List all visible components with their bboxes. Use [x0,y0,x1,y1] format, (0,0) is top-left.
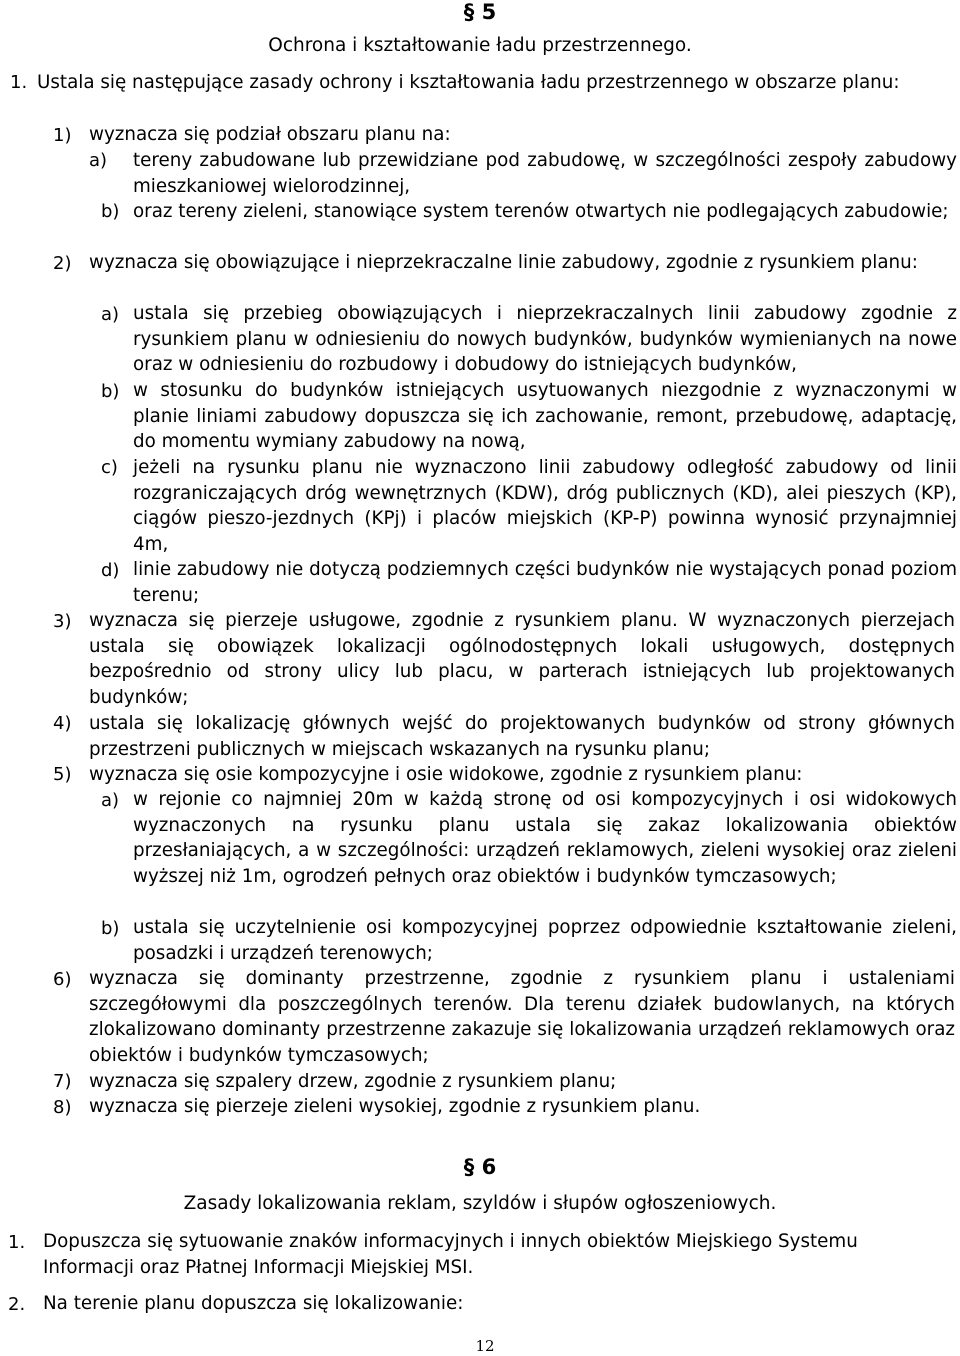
page-number: 12 [475,1337,495,1355]
section-6-heading: § 6 [463,1155,497,1179]
paragraph-number: 1. [8,1232,26,1253]
item-number: 1) [53,125,72,146]
subitem-text: linie zabudowy nie dotyczą podziemnych części budynków nie wystających ponad poziom terenu; [133,559,957,606]
subitem-letter: b) [101,381,120,402]
item-text: wyznacza się podział obszaru planu na: [89,124,451,145]
subitem-text: tereny zabudowane lub przewidziane pod zabudowę, w szczególności zespoły zabudowy mieszkaniowej wielorodzinnej, [133,150,957,197]
subitem-text: w stosunku do budynków istniejących usytuowanych niezgodnie z wyznaczonymi w planie liniami zabudowy dopuszcza się ich zachowanie, remont, przebudowę, adaptację, do momentu wymiany zabudowy na nową, [133,380,957,453]
item-text: wyznacza się dominanty przestrzenne, zgodnie z rysunkiem planu i ustaleniami szczegółowymi dla poszczególnych terenów. Dla terenu działek budowlanych, na których zlokalizowano dominanty przestrzenne zakazuje się lokalizowania urządzeń reklamowych oraz obiektów i budynków tymczasowych; [89,968,955,1066]
subitem-letter: b) [101,201,120,222]
section-5-heading: § 5 [463,0,497,24]
section-5-title: Ochrona i kształtowanie ładu przestrzennego. [268,35,692,56]
item-number: 2) [53,253,72,274]
item-number: 8) [53,1097,72,1118]
paragraph-2-text: Na terenie planu dopuszcza się lokalizowanie: [43,1293,464,1314]
item-number: 7) [53,1071,72,1092]
item-text: wyznacza się pierzeje usługowe, zgodnie z rysunkiem planu. W wyznaczonych pierzejach ustala się obowiązek lokalizacji ogólnodostępnych lokali usługowych, dostępnych bezpośrednio od strony ulicy lub placu, w parterach istniejących lub projektowanych budynków; [89,610,955,708]
subitem-letter: a) [101,790,120,811]
paragraph-1-text: Dopuszcza się sytuowanie znaków informacyjnych i innych obiektów Miejskiego Systemu Informacji oraz Płatnej Informacji Miejskiej MSI. [43,1231,858,1278]
item-text: wyznacza się pierzeje zieleni wysokiej, zgodnie z rysunkiem planu. [89,1096,701,1117]
subitem-text: jeżeli na rysunku planu nie wyznaczono linii zabudowy odległość zabudowy od linii rozgraniczających dróg wewnętrznych (KDW), dróg publicznych (KD), alei pieszych (KP), ciągów pieszo-jezdnych (KPj) i placów miejskich (KP-P) powinna wynosić przynajmniej 4m, [133,457,957,555]
subitem-letter: a) [101,304,120,325]
item-number: 3) [53,611,72,632]
subitem-text: ustala się uczytelnienie osi kompozycyjnej poprzez odpowiednie kształtowanie zieleni, posadzki i urządzeń terenowych; [133,917,957,964]
item-number: 5) [53,764,72,785]
item-text: wyznacza się szpalery drzew, zgodnie z rysunkiem planu; [89,1071,617,1092]
subitem-text: ustala się przebieg obowiązujących i nieprzekraczalnych linii zabudowy zgodnie z rysunkiem planu w odniesieniu do nowych budynków, budynków wymienianych na nowe oraz w odniesieniu do rozbudowy i dobudowy do istniejących budynków, [133,303,957,376]
item-number: 6) [53,969,72,990]
subitem-text: w rejonie co najmniej 20m w każdą stronę od osi kompozycyjnych i osi widokowych wyznaczonych na rysunku planu ustala się zakaz lokalizowania obiektów przesłaniających, a w szczególności: urządzeń reklamowych, zieleni wysokiej oraz zieleni wyższej niż 1m, ogrodzeń pełnych oraz obiektów i budynków tymczasowych; [133,789,957,887]
paragraph-number: 1. [10,72,28,93]
paragraph-1-text: Ustala się następujące zasady ochrony i kształtowania ładu przestrzennego w obszarze planu: [37,72,900,93]
subitem-letter: a) [89,150,108,171]
subitem-text: oraz tereny zieleni, stanowiące system terenów otwartych nie podlegających zabudowie; [133,201,949,222]
item-text: wyznacza się obowiązujące i nieprzekraczalne linie zabudowy, zgodnie z rysunkiem planu: [89,252,918,273]
subitem-letter: d) [101,560,120,581]
item-text: wyznacza się osie kompozycyjne i osie widokowe, zgodnie z rysunkiem planu: [89,764,803,785]
section-6-title: Zasady lokalizowania reklam, szyldów i słupów ogłoszeniowych. [183,1193,777,1214]
subitem-letter: c) [101,457,118,478]
subitem-letter: b) [101,918,120,939]
item-text: ustala się lokalizację głównych wejść do projektowanych budynków od strony głównych przestrzeni publicznych w miejscach wskazanych na rysunku planu; [89,713,955,760]
item-number: 4) [53,713,72,734]
paragraph-number: 2. [8,1294,26,1315]
